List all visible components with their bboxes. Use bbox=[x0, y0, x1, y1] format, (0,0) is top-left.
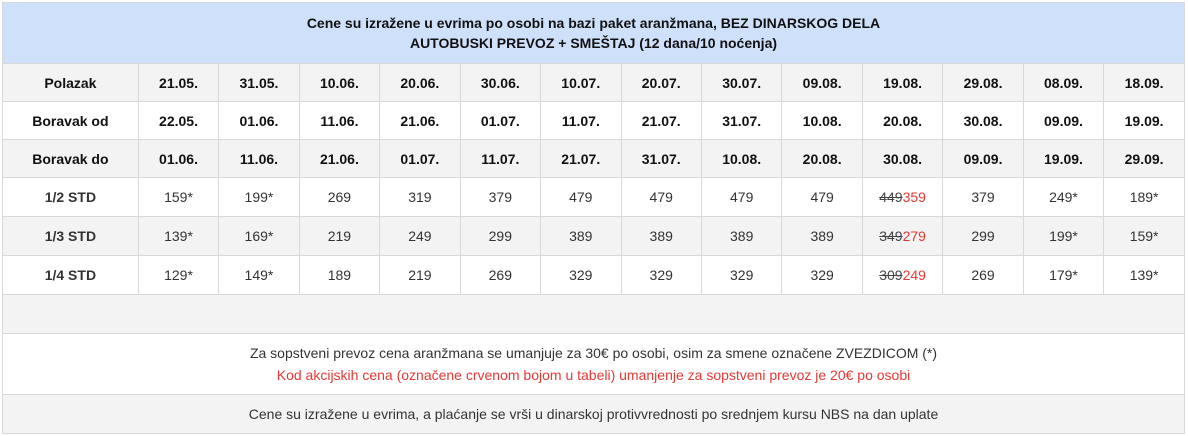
table-cell: 31.07. bbox=[701, 102, 781, 140]
table-cell: 20.08. bbox=[862, 102, 942, 140]
table-cell: 129* bbox=[138, 256, 218, 295]
table-cell: 19.08. bbox=[862, 64, 942, 102]
footer-row bbox=[3, 395, 1185, 434]
table-cell: 21.06. bbox=[380, 102, 460, 140]
table-cell: 10.08. bbox=[782, 102, 862, 140]
table-cell: 199* bbox=[219, 178, 299, 217]
table-cell: 189 bbox=[299, 256, 379, 295]
table-cell: 11.07. bbox=[541, 102, 621, 140]
table-cell: 179* bbox=[1023, 256, 1103, 295]
row-label: 1/4 STD bbox=[3, 256, 139, 295]
table-cell: 159* bbox=[138, 178, 218, 217]
table-cell: 199* bbox=[1023, 217, 1103, 256]
table-cell: 09.08. bbox=[782, 64, 862, 102]
notes-cell bbox=[3, 334, 1185, 395]
promo-price: 359 bbox=[902, 189, 926, 205]
table-cell: 329 bbox=[701, 256, 781, 295]
table-cell: 139* bbox=[138, 217, 218, 256]
table-cell: 21.07. bbox=[541, 140, 621, 178]
table-cell: 10.08. bbox=[701, 140, 781, 178]
table-cell: 139* bbox=[1104, 256, 1185, 295]
table-cell: 21.06. bbox=[299, 140, 379, 178]
header-line-1: Cene su izražene u evrima po osobi na bazi paket aranžmana, BEZ DINARSKOG DELA bbox=[306, 15, 881, 31]
table-cell: 30.07. bbox=[701, 64, 781, 102]
table-cell: 269 bbox=[943, 256, 1023, 295]
table-cell: 20.06. bbox=[380, 64, 460, 102]
table-row-std3 bbox=[3, 217, 1185, 256]
table-cell: 299 bbox=[943, 217, 1023, 256]
table-cell: 319 bbox=[380, 178, 460, 217]
note-promo-prices: Kod akcijskih cena (označene crvenom bojom u tabeli) umanjenje za sopstveni prevoz je 20€ po osobi bbox=[276, 367, 911, 383]
table-cell: 31.07. bbox=[621, 140, 701, 178]
table-cell: 269 bbox=[299, 178, 379, 217]
table-cell: 479 bbox=[782, 178, 862, 217]
table-cell: 01.06. bbox=[219, 102, 299, 140]
header-row bbox=[3, 3, 1185, 64]
table-cell: 249* bbox=[1023, 178, 1103, 217]
row-label: Boravak do bbox=[3, 140, 139, 178]
table-cell: 20.07. bbox=[621, 64, 701, 102]
table-cell: 479 bbox=[621, 178, 701, 217]
table-cell: 21.05. bbox=[138, 64, 218, 102]
table-cell: 10.06. bbox=[299, 64, 379, 102]
table-cell: 11.06. bbox=[299, 102, 379, 140]
table-cell: 329 bbox=[541, 256, 621, 295]
table-cell: 18.09. bbox=[1104, 64, 1185, 102]
table-cell: 169* bbox=[219, 217, 299, 256]
table-cell: 30.08. bbox=[943, 102, 1023, 140]
table-cell: 379 bbox=[460, 178, 540, 217]
row-label: 1/3 STD bbox=[3, 217, 139, 256]
table-cell: 30.06. bbox=[460, 64, 540, 102]
old-price: 449 bbox=[879, 189, 903, 205]
table-row-boravak-do bbox=[3, 140, 1185, 178]
price-table bbox=[2, 2, 1185, 434]
promo-price: 279 bbox=[902, 228, 926, 244]
table-header bbox=[3, 3, 1185, 64]
table-cell: 389 bbox=[621, 217, 701, 256]
table-cell: 219 bbox=[380, 256, 460, 295]
promo-price: 249 bbox=[902, 267, 926, 283]
header-line-2: AUTOBUSKI PREVOZ + SMEŠTAJ (12 dana/10 noćenja) bbox=[409, 35, 778, 51]
table-cell: 01.06. bbox=[138, 140, 218, 178]
table-cell: 219 bbox=[299, 217, 379, 256]
table-cell: 22.05. bbox=[138, 102, 218, 140]
table-cell: 19.09. bbox=[1023, 140, 1103, 178]
table-cell: 329 bbox=[621, 256, 701, 295]
table-cell: 329 bbox=[782, 256, 862, 295]
table-cell: 269 bbox=[460, 256, 540, 295]
table-cell: 09.09. bbox=[943, 140, 1023, 178]
table-cell: 21.07. bbox=[621, 102, 701, 140]
promo-price-cell bbox=[862, 217, 942, 256]
table-cell: 10.07. bbox=[541, 64, 621, 102]
table-row-boravak-od bbox=[3, 102, 1185, 140]
table-cell: 389 bbox=[701, 217, 781, 256]
table-cell: 29.09. bbox=[1104, 140, 1185, 178]
table-cell: 379 bbox=[943, 178, 1023, 217]
table-cell: 11.06. bbox=[219, 140, 299, 178]
table-cell: 389 bbox=[541, 217, 621, 256]
table-cell: 31.05. bbox=[219, 64, 299, 102]
spacer-row bbox=[3, 295, 1185, 334]
table-row-polazak bbox=[3, 64, 1185, 102]
table-cell: 149* bbox=[219, 256, 299, 295]
old-price: 309 bbox=[879, 267, 903, 283]
promo-price-cell bbox=[862, 178, 942, 217]
table-cell: 479 bbox=[541, 178, 621, 217]
table-cell: 249 bbox=[380, 217, 460, 256]
row-label: 1/2 STD bbox=[3, 178, 139, 217]
table-row-std4 bbox=[3, 256, 1185, 295]
table-cell: 01.07. bbox=[460, 102, 540, 140]
notes-row bbox=[3, 334, 1185, 395]
table-cell: 29.08. bbox=[943, 64, 1023, 102]
table-cell: 389 bbox=[782, 217, 862, 256]
table-cell: 479 bbox=[701, 178, 781, 217]
table-cell: 09.09. bbox=[1023, 102, 1103, 140]
table-cell: 159* bbox=[1104, 217, 1185, 256]
spacer-cell bbox=[3, 295, 1185, 334]
footer-note: Cene su izražene u evrima, a plaćanje se vrši u dinarskoj protivvrednosti po srednjem kursu NBS na dan uplate bbox=[3, 395, 1185, 434]
table-cell: 11.07. bbox=[460, 140, 540, 178]
row-label: Boravak od bbox=[3, 102, 139, 140]
table-cell: 08.09. bbox=[1023, 64, 1103, 102]
promo-price-cell bbox=[862, 256, 942, 295]
table-cell: 20.08. bbox=[782, 140, 862, 178]
table-row-std2 bbox=[3, 178, 1185, 217]
old-price: 349 bbox=[879, 228, 903, 244]
table-cell: 299 bbox=[460, 217, 540, 256]
row-label: Polazak bbox=[3, 64, 139, 102]
table-cell: 189* bbox=[1104, 178, 1185, 217]
table-cell: 19.09. bbox=[1104, 102, 1185, 140]
table-cell: 30.08. bbox=[862, 140, 942, 178]
table-cell: 01.07. bbox=[380, 140, 460, 178]
note-own-transport: Za sopstveni prevoz cena aranžmana se umanjuje za 30€ po osobi, osim za smene označene ZVEZDICOM (*) bbox=[249, 345, 938, 361]
